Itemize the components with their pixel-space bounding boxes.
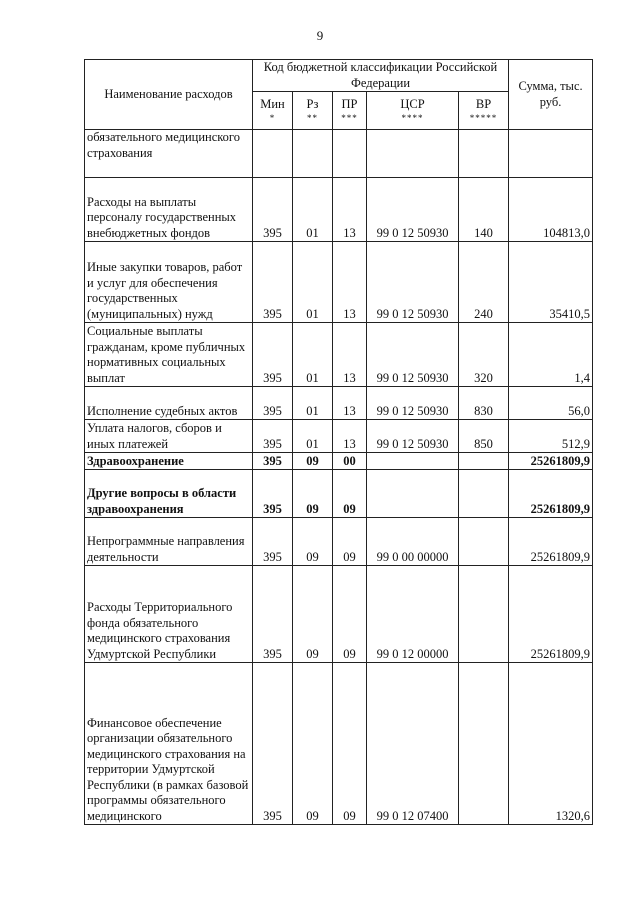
header-rz: Рз ** [293,92,333,130]
cell-pr: 13 [333,387,367,420]
table-row [85,453,593,470]
cell-vr [459,566,509,663]
table-row [85,178,593,242]
cell-vr [459,518,509,566]
table-row [85,420,593,453]
cell-min: 395 [253,663,293,825]
cell-min: 395 [253,420,293,453]
cell-rz: 01 [293,323,333,387]
cell-min: 395 [253,470,293,518]
cell-rz: 09 [293,470,333,518]
cell-sum: 56,0 [509,387,593,420]
table-row [85,130,593,178]
cell-vr [459,453,509,470]
cell-pr: 13 [333,242,367,323]
cell-csr: 99 0 12 50930 [367,323,459,387]
cell-csr [367,130,459,178]
cell-name: Расходы Территориального фонда обязательного медицинского страхования Удмуртской Республики [85,566,253,663]
header-pr: ПР *** [333,92,367,130]
header-min: Мин * [253,92,293,130]
cell-sum: 104813,0 [509,178,593,242]
header-vr: ВР ***** [459,92,509,130]
header-csr: ЦСР **** [367,92,459,130]
cell-sum: 25261809,9 [509,518,593,566]
cell-sum [509,130,593,178]
table-row [85,663,593,825]
cell-rz: 01 [293,242,333,323]
cell-min: 395 [253,178,293,242]
cell-rz: 09 [293,518,333,566]
table-row [85,242,593,323]
budget-table [84,59,593,825]
cell-name: Иные закупки товаров, работ и услуг для обеспечения государственных (муниципальных) нужд [85,242,253,323]
cell-csr: 99 0 00 00000 [367,518,459,566]
cell-sum: 1,4 [509,323,593,387]
cell-min [253,130,293,178]
cell-csr: 99 0 12 50930 [367,242,459,323]
cell-pr: 13 [333,323,367,387]
cell-sum: 25261809,9 [509,566,593,663]
cell-vr [459,130,509,178]
cell-csr: 99 0 12 50930 [367,420,459,453]
cell-pr [333,130,367,178]
cell-rz: 09 [293,663,333,825]
cell-name: Непрограммные направления деятельности [85,518,253,566]
cell-name: обязательного медицинского страхования [85,130,253,178]
cell-vr: 140 [459,178,509,242]
cell-pr: 09 [333,470,367,518]
table-row [85,387,593,420]
cell-pr: 09 [333,566,367,663]
cell-name: Другие вопросы в области здравоохранения [85,470,253,518]
table-row [85,323,593,387]
cell-pr: 09 [333,518,367,566]
cell-pr: 09 [333,663,367,825]
cell-csr: 99 0 12 50930 [367,178,459,242]
page-number: 9 [316,28,324,43]
cell-csr: 99 0 12 00000 [367,566,459,663]
cell-csr [367,453,459,470]
cell-sum: 1320,6 [509,663,593,825]
cell-vr [459,470,509,518]
cell-csr [367,470,459,518]
cell-vr: 850 [459,420,509,453]
cell-vr: 240 [459,242,509,323]
cell-min: 395 [253,387,293,420]
cell-sum: 25261809,9 [509,453,593,470]
header-name: Наименование расходов [85,60,253,130]
table-row [85,518,593,566]
cell-min: 395 [253,518,293,566]
cell-pr: 00 [333,453,367,470]
cell-name: Здравоохранение [85,453,253,470]
cell-rz [293,130,333,178]
cell-min: 395 [253,566,293,663]
cell-min: 395 [253,323,293,387]
cell-sum: 512,9 [509,420,593,453]
cell-name: Уплата налогов, сборов и иных платежей [85,420,253,453]
header-sum: Сумма, тыс. руб. [509,60,593,130]
header-classification-group: Код бюджетной классификации Российской Федерации [253,60,509,92]
cell-min: 395 [253,453,293,470]
cell-rz: 09 [293,453,333,470]
cell-csr: 99 0 12 07400 [367,663,459,825]
table-row [85,470,593,518]
cell-rz: 01 [293,420,333,453]
cell-csr: 99 0 12 50930 [367,387,459,420]
cell-min: 395 [253,242,293,323]
cell-name: Социальные выплаты гражданам, кроме публичных нормативных социальных выплат [85,323,253,387]
cell-name: Расходы на выплаты персоналу государственных внебюджетных фондов [85,178,253,242]
cell-name: Финансовое обеспечение организации обязательного медицинского страхования на территории Удмуртской Республики (в рамках базовой программы обязательного медицинского [85,663,253,825]
cell-pr: 13 [333,420,367,453]
table-row [85,566,593,663]
cell-vr: 320 [459,323,509,387]
cell-pr: 13 [333,178,367,242]
cell-vr: 830 [459,387,509,420]
cell-sum: 35410,5 [509,242,593,323]
cell-name: Исполнение судебных актов [85,387,253,420]
cell-rz: 01 [293,387,333,420]
cell-rz: 01 [293,178,333,242]
cell-sum: 25261809,9 [509,470,593,518]
cell-vr [459,663,509,825]
cell-rz: 09 [293,566,333,663]
